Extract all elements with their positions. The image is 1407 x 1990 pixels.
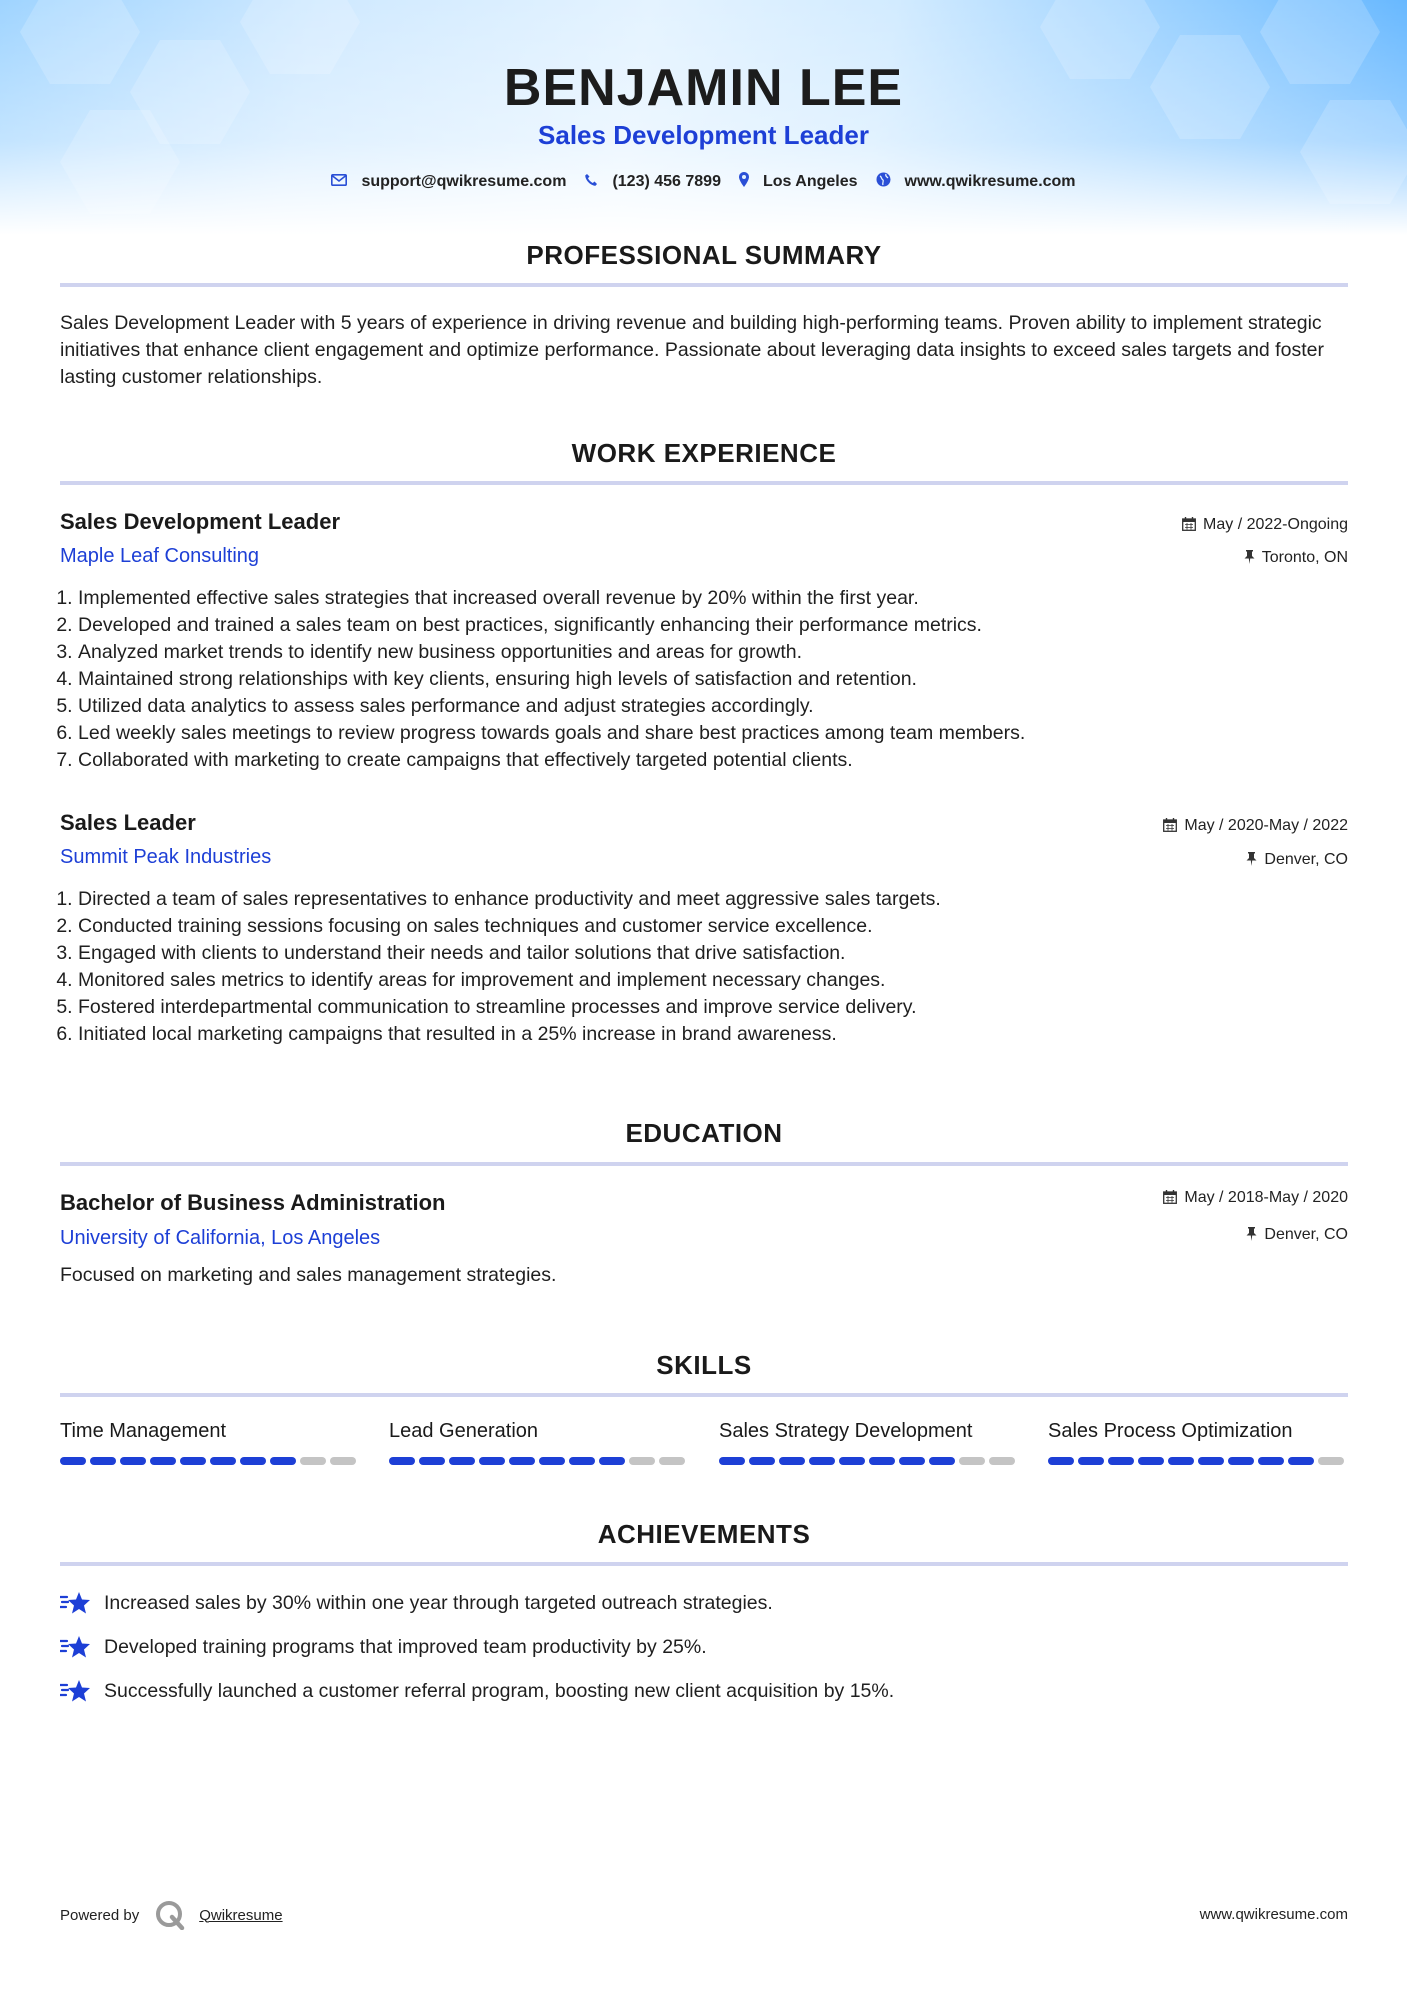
job-bullet: 3. Engaged with clients to understand their needs and tailor solutions that drive satisfaction. xyxy=(78,940,1348,967)
education-heading: EDUCATION xyxy=(625,1118,783,1148)
skill-segment-filled xyxy=(1288,1457,1314,1465)
job-dates-text: May / 2022-Ongoing xyxy=(1203,516,1348,533)
skill-segment-empty xyxy=(629,1457,655,1465)
skill-segment-empty xyxy=(300,1457,326,1465)
skill-segment-filled xyxy=(90,1457,116,1465)
skill-segment-filled xyxy=(569,1457,595,1465)
education-dates-text: May / 2018-May / 2020 xyxy=(1184,1189,1348,1206)
pushpin-icon xyxy=(1244,550,1255,567)
skill-segment-filled xyxy=(60,1457,86,1465)
pushpin-icon xyxy=(1246,852,1257,869)
job-bullet: 5. Fostered interdepartmental communication to streamline processes and improve service delivery. xyxy=(78,994,1348,1021)
section-divider xyxy=(60,283,1348,287)
education-dates xyxy=(1163,1189,1348,1207)
star-icon xyxy=(60,1590,92,1616)
skill-segment-filled xyxy=(599,1457,625,1465)
achievement-text: Successfully launched a customer referral program, boosting new client acquisition by 15%. xyxy=(104,1679,895,1702)
skill-name: Sales Strategy Development xyxy=(719,1420,973,1442)
skill-segment-filled xyxy=(1138,1457,1164,1465)
skill-segment-filled xyxy=(180,1457,206,1465)
skill-segment-empty xyxy=(989,1457,1015,1465)
education-description: Focused on marketing and sales management strategies. xyxy=(60,1264,557,1286)
job-dates-text: May / 2020-May / 2022 xyxy=(1184,817,1348,834)
skill-segment-filled xyxy=(1228,1457,1254,1465)
achievement-text: Developed training programs that improved team productivity by 25%. xyxy=(104,1635,707,1658)
skill-segment-filled xyxy=(1108,1457,1134,1465)
skill-segment-filled xyxy=(719,1457,745,1465)
globe-icon xyxy=(876,172,891,191)
skill-segment-filled xyxy=(240,1457,266,1465)
skill-segment-filled xyxy=(749,1457,775,1465)
job-company[interactable]: Summit Peak Industries xyxy=(60,846,272,868)
section-divider xyxy=(60,1393,1348,1397)
job-location-text: Denver, CO xyxy=(1264,851,1348,868)
job-bullet: 2. Conducted training sessions focusing on sales techniques and customer service excellence. xyxy=(78,913,1348,940)
contact-phone[interactable] xyxy=(584,173,721,191)
achievement-text: Increased sales by 30% within one year through targeted outreach strategies. xyxy=(104,1591,773,1614)
job-bullet: 2. Developed and trained a sales team on best practices, significantly enhancing their performance metrics. xyxy=(78,612,1348,639)
job-title: Sales Leader xyxy=(60,810,196,835)
skills-heading: SKILLS xyxy=(656,1350,752,1380)
section-divider xyxy=(60,481,1348,485)
achievement-item xyxy=(60,1590,773,1616)
skill-item xyxy=(1048,1420,1348,1465)
job-bullet: 1. Directed a team of sales representatives to enhance productivity and meet aggressive sales targets. xyxy=(78,886,1348,913)
job-title: Sales Development Leader xyxy=(60,509,341,534)
contact-email-text: support@qwikresume.com xyxy=(361,172,567,190)
qwikresume-logo-icon xyxy=(155,1900,185,1930)
job-dates xyxy=(1163,817,1348,835)
star-icon xyxy=(60,1634,92,1660)
skill-name: Sales Process Optimization xyxy=(1048,1420,1293,1442)
skill-segment-filled xyxy=(869,1457,895,1465)
skill-segment-empty xyxy=(330,1457,356,1465)
skill-segment-filled xyxy=(1078,1457,1104,1465)
summary-heading: PROFESSIONAL SUMMARY xyxy=(526,240,882,270)
skill-item xyxy=(719,1420,1019,1465)
skill-segment-filled xyxy=(479,1457,505,1465)
job-location-text: Toronto, ON xyxy=(1261,549,1348,566)
skill-segment-filled xyxy=(210,1457,236,1465)
phone-icon xyxy=(584,173,598,191)
skill-item xyxy=(389,1420,689,1465)
section-divider xyxy=(60,1562,1348,1566)
contact-location xyxy=(739,172,858,191)
calendar-icon xyxy=(1163,818,1177,835)
achievement-item xyxy=(60,1678,894,1704)
footer-website[interactable]: www.qwikresume.com xyxy=(1199,1906,1348,1923)
job-bullet: 7. Collaborated with marketing to create campaigns that effectively targeted potential clients. xyxy=(78,747,1348,774)
skill-segment-filled xyxy=(839,1457,865,1465)
skill-level-bar xyxy=(719,1457,1019,1465)
qwikresume-link[interactable]: Qwikresume xyxy=(199,1906,283,1924)
candidate-name: BENJAMIN LEE xyxy=(503,59,904,117)
contact-email[interactable] xyxy=(331,173,566,191)
section-divider xyxy=(60,1162,1348,1166)
skill-item xyxy=(60,1420,360,1465)
skill-segment-filled xyxy=(509,1457,535,1465)
achievements-heading: ACHIEVEMENTS xyxy=(597,1519,811,1549)
skill-level-bar xyxy=(389,1457,689,1465)
skill-segment-filled xyxy=(449,1457,475,1465)
skill-level-bar xyxy=(60,1457,360,1465)
skill-segment-filled xyxy=(899,1457,925,1465)
skill-segment-filled xyxy=(389,1457,415,1465)
skill-segment-filled xyxy=(120,1457,146,1465)
experience-heading: WORK EXPERIENCE xyxy=(571,438,837,468)
job-bullet: 6. Initiated local marketing campaigns that resulted in a 25% increase in brand awareness. xyxy=(78,1021,1348,1048)
powered-by-label: Powered by xyxy=(60,1906,140,1924)
skill-segment-filled xyxy=(270,1457,296,1465)
skill-segment-filled xyxy=(779,1457,805,1465)
skill-segment-filled xyxy=(1258,1457,1284,1465)
star-icon xyxy=(60,1678,92,1704)
job-bullet: 3. Analyzed market trends to identify new business opportunities and areas for growth. xyxy=(78,639,1348,666)
calendar-icon xyxy=(1182,517,1196,534)
skill-segment-filled xyxy=(1168,1457,1194,1465)
skill-segment-empty xyxy=(1318,1457,1344,1465)
job-dates xyxy=(1182,516,1348,534)
skill-name: Lead Generation xyxy=(389,1420,539,1442)
job-bullet: 5. Utilized data analytics to assess sales performance and adjust strategies accordingly. xyxy=(78,693,1348,720)
header-banner xyxy=(0,0,1407,235)
skill-segment-empty xyxy=(659,1457,685,1465)
job-bullets xyxy=(56,585,1348,774)
job-location xyxy=(1244,549,1348,567)
skill-name: Time Management xyxy=(60,1420,226,1442)
job-bullet: 4. Maintained strong relationships with key clients, ensuring high levels of satisfaction and retention. xyxy=(78,666,1348,693)
education-location xyxy=(1246,1226,1348,1244)
contact-location-text: Los Angeles xyxy=(762,172,858,190)
map-pin-icon xyxy=(739,172,749,191)
contact-bar xyxy=(0,172,1407,191)
skill-segment-filled xyxy=(419,1457,445,1465)
skill-segment-filled xyxy=(1048,1457,1074,1465)
skill-segment-filled xyxy=(1198,1457,1224,1465)
skill-segment-filled xyxy=(150,1457,176,1465)
footer-powered-by xyxy=(60,1900,283,1930)
school-name[interactable]: University of California, Los Angeles xyxy=(60,1227,381,1249)
skill-segment-filled xyxy=(809,1457,835,1465)
pushpin-icon xyxy=(1246,1227,1257,1244)
job-bullet: 6. Led weekly sales meetings to review progress towards goals and share best practices among team members. xyxy=(78,720,1348,747)
calendar-icon xyxy=(1163,1190,1177,1207)
envelope-icon xyxy=(331,173,347,190)
candidate-role: Sales Development Leader xyxy=(538,120,869,150)
skill-segment-empty xyxy=(959,1457,985,1465)
skill-level-bar xyxy=(1048,1457,1348,1465)
job-bullet: 1. Implemented effective sales strategies that increased overall revenue by 20% within the first year. xyxy=(78,585,1348,612)
job-bullets xyxy=(56,886,1348,1048)
degree-title: Bachelor of Business Administration xyxy=(60,1190,446,1215)
skill-segment-filled xyxy=(929,1457,955,1465)
contact-phone-text: (123) 456 7899 xyxy=(612,172,721,190)
education-location-text: Denver, CO xyxy=(1264,1226,1348,1243)
contact-website[interactable] xyxy=(876,172,1076,191)
contact-website-text: www.qwikresume.com xyxy=(904,172,1076,190)
job-company[interactable]: Maple Leaf Consulting xyxy=(60,545,260,567)
job-bullet: 4. Monitored sales metrics to identify areas for improvement and implement necessary changes. xyxy=(78,967,1348,994)
job-location xyxy=(1246,851,1348,869)
summary-text: Sales Development Leader with 5 years of experience in driving revenue and building high-performing teams. Proven ability to implement strategic initiatives that enhance client engagement and optimize performance. Passionate about leveraging data insights to exceed sales targets and foster lasting customer relationships. xyxy=(60,312,1324,388)
achievement-item xyxy=(60,1634,707,1660)
skill-segment-filled xyxy=(539,1457,565,1465)
